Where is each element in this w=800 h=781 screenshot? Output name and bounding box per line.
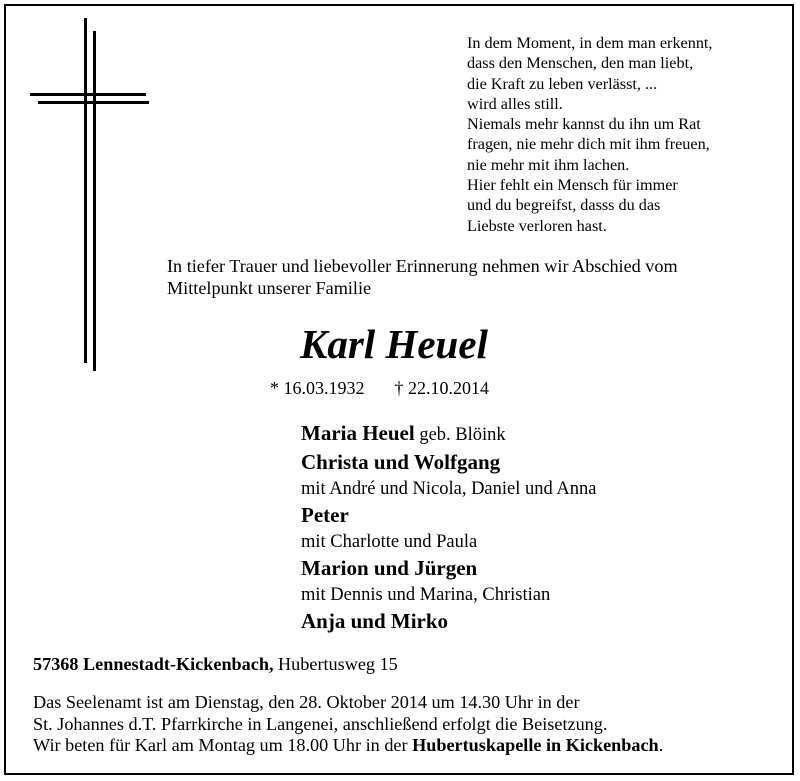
intro-text bbox=[167, 255, 777, 299]
family-member: Marion und Jürgen bbox=[301, 556, 478, 580]
service-line bbox=[33, 735, 663, 757]
family-grandchildren: mit Dennis und Marina, Christian bbox=[301, 585, 551, 605]
service-info bbox=[33, 692, 663, 757]
poem-line: die Kraft zu leben verlässt, ... bbox=[467, 74, 658, 93]
service-line: Das Seelenamt ist am Dienstag, den 28. Oktober 2014 um 14.30 Uhr in der bbox=[33, 692, 580, 712]
poem-line: Niemals mehr kannst du ihn um Rat bbox=[467, 115, 701, 134]
poem-line: dass den Menschen, den man liebt, bbox=[467, 54, 694, 73]
family-list bbox=[301, 420, 596, 635]
family-member: Anja und Mirko bbox=[301, 609, 449, 633]
poem-line: und du begreifst, dasss du das bbox=[467, 196, 661, 215]
intro-line: Mittelpunkt unserer Familie bbox=[167, 278, 372, 298]
poem-line: Hier fehlt ein Mensch für immer bbox=[467, 176, 678, 195]
birth-date: * 16.03.1932 bbox=[270, 378, 365, 398]
service-line: St. Johannes d.T. Pfarrkirche in Langenei, anschließend erfolgt die Beisetzung. bbox=[33, 713, 608, 734]
widow-maiden-name: geb. Blöink bbox=[419, 425, 506, 445]
chapel-name: Hubertuskapelle in Kickenbach bbox=[412, 735, 659, 756]
deceased-name: Karl Heuel bbox=[300, 321, 488, 367]
intro-line: In tiefer Trauer und liebevoller Erinnerung nehmen wir Abschied vom bbox=[167, 256, 678, 276]
family-grandchildren: mit Charlotte und Paula bbox=[301, 532, 478, 552]
address-city: 57368 Lennestadt-Kickenbach, bbox=[33, 654, 274, 674]
poem-line: Liebste verloren hast. bbox=[467, 216, 607, 235]
poem-line: In dem Moment, in dem man erkennt, bbox=[467, 34, 713, 52]
service-line-prefix: Wir beten für Karl am Montag um 18.00 Uhr in der bbox=[33, 735, 408, 756]
poem-line: nie mehr mit ihm lachen. bbox=[467, 155, 630, 174]
poem-line: fragen, nie mehr dich mit ihm freuen, bbox=[467, 135, 710, 154]
death-date: † 22.10.2014 bbox=[394, 378, 489, 398]
service-line-suffix: . bbox=[658, 735, 664, 756]
poem-line: wird alles still. bbox=[467, 94, 563, 113]
family-grandchildren: mit André und Nicola, Daniel und Anna bbox=[301, 479, 597, 499]
family-member: Christa und Wolfgang bbox=[301, 450, 501, 474]
life-dates bbox=[270, 377, 489, 399]
family-member bbox=[301, 420, 596, 449]
cross-icon bbox=[26, 18, 156, 378]
poem bbox=[467, 33, 712, 236]
address bbox=[33, 653, 398, 675]
family-member: Peter bbox=[301, 503, 349, 527]
address-street: Hubertusweg 15 bbox=[278, 654, 398, 674]
widow-name: Maria Heuel bbox=[301, 421, 415, 445]
